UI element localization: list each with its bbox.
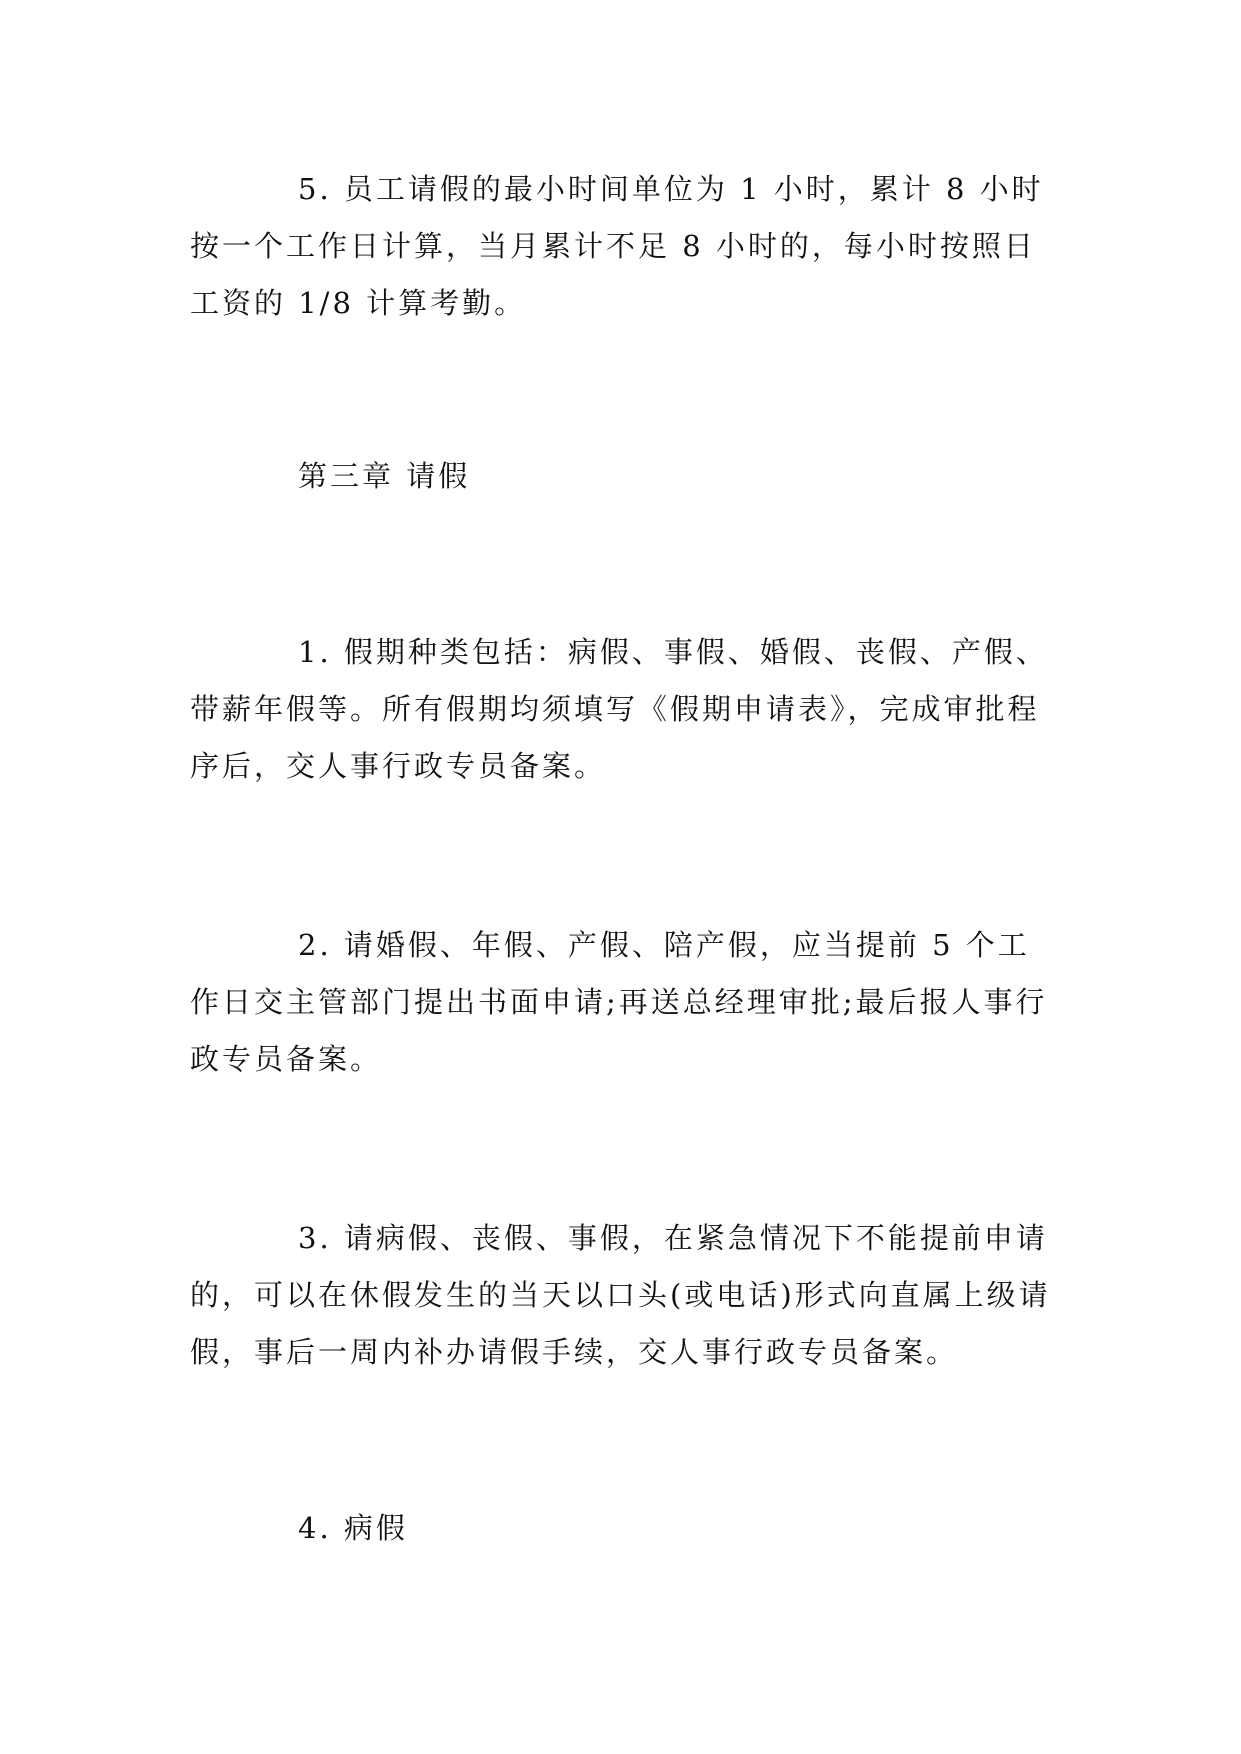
paragraph-advance-application: 2. 请婚假、年假、产假、陪产假，应当提前 5 个工作日交主管部门提出书面申请;再送总经理审批;最后报人事行政专员备案。 (190, 928, 1048, 1076)
chapter-heading: 第三章 请假 (298, 459, 471, 493)
paragraph-leave-types: 1. 假期种类包括：病假、事假、婚假、丧假、产假、带薪年假等。所有假期均须填写《假期申请表》，完成审批程序后，交人事行政专员备案。 (190, 635, 1048, 783)
paragraph-sick-leave-title: 4. 病假 (298, 1511, 408, 1545)
paragraph-min-leave-unit: 5. 员工请假的最小时间单位为 1 小时，累计 8 小时按一个工作日计算，当月累计不足 8 小时的，每小时按照日工资的 1/8 计算考勤。 (190, 172, 1044, 320)
paragraph-emergency-leave: 3. 请病假、丧假、事假，在紧急情况下不能提前申请的，可以在休假发生的当天以口头(或电话)形式向直属上级请假，事后一周内补办请假手续，交人事行政专员备案。 (190, 1221, 1051, 1369)
